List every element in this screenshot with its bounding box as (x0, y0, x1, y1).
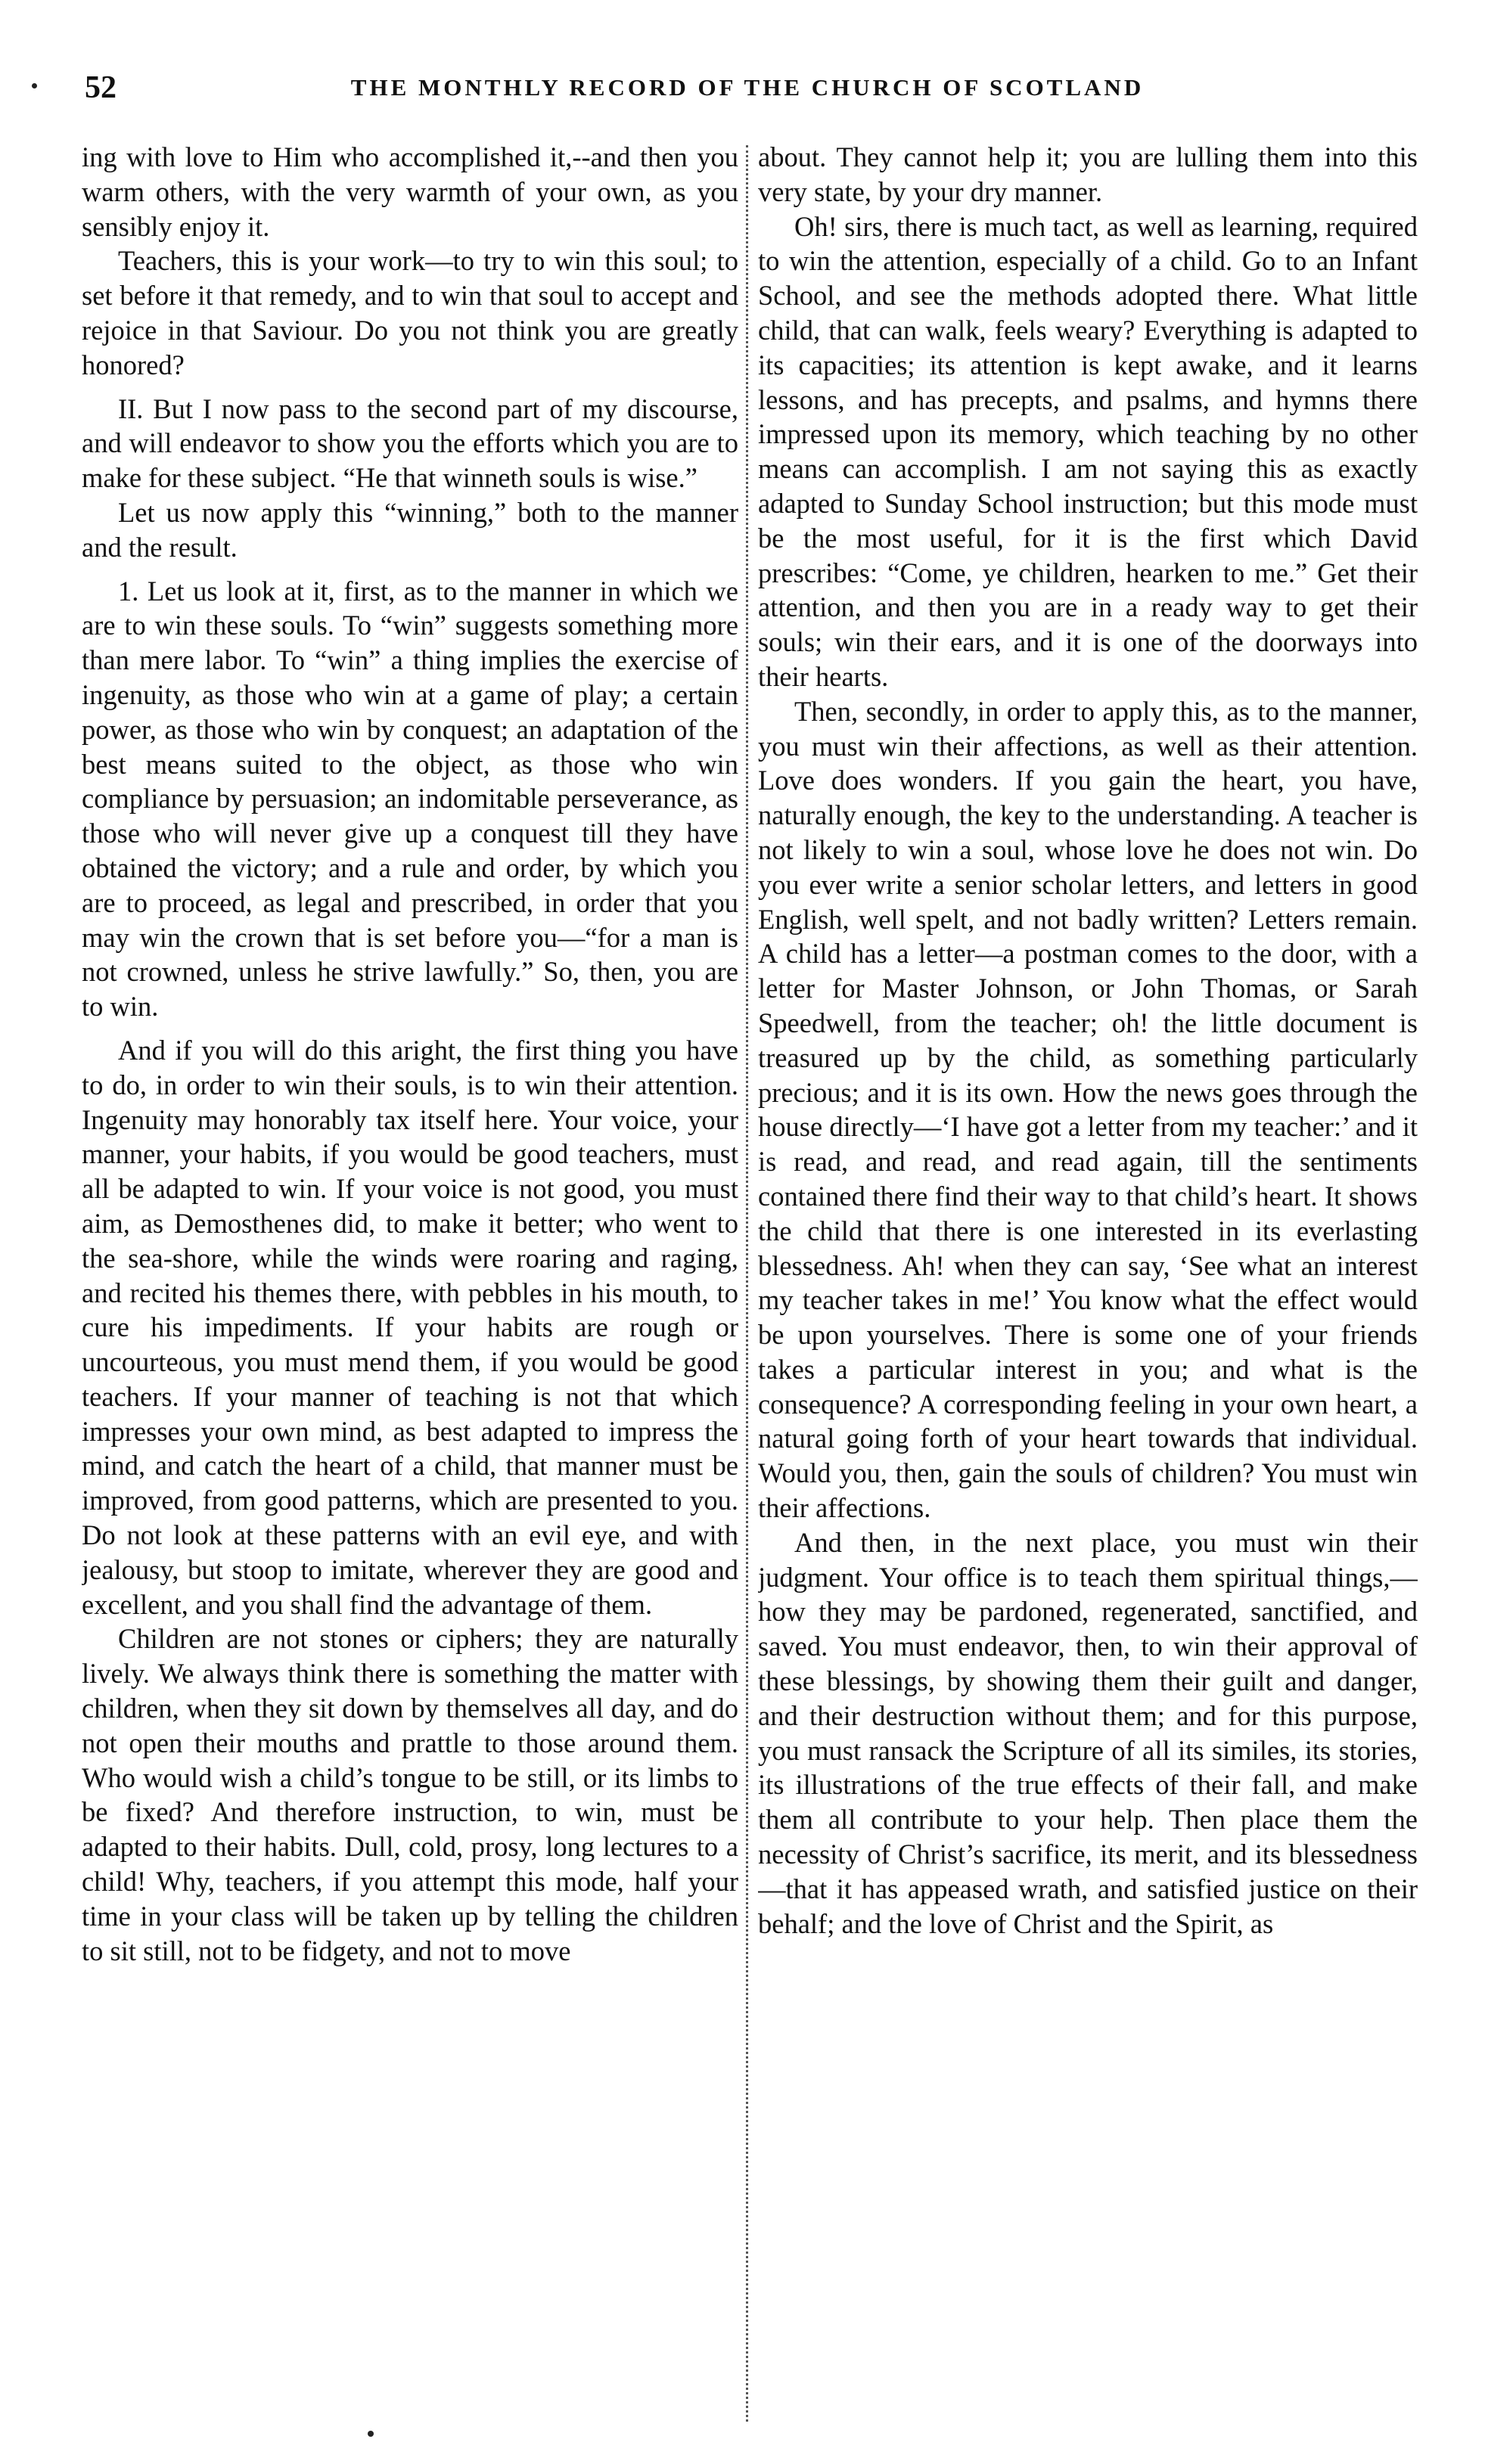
page-number: 52 (85, 70, 117, 105)
ink-speck (368, 2431, 374, 2437)
paragraph: And then, in the next place, you must win their judgment. Your office is to teach them spiritual things,—how they may be pardoned, regenerated, sanctified, and saved. You must endeavor, then, to win their approval of these blessings, by showing them their guilt and danger, and their destruction without them; and for this purpose, you must ransack the Scripture of all its similes, its stories, its illustrations of the true effects of their fall, and make them all contribute to your help. Then place them the necessity of Christ’s sacrifice, its merit, and its blessedness—that it has appeased wrath, and satisfied justice on their behalf; and the love of Christ and the Spirit, as (758, 1526, 1418, 1939)
column-divider (746, 145, 748, 2422)
paragraph: 1. Let us look at it, first, as to the manner in which we are to win these souls. To “win” suggests something more than mere labor. To “win” a thing implies the exercise of ingenuity, as those who win at a game of play; a certain power, as those who win by conquest; an adaptation of the best means suited to the object, as those who win compliance by persuasion; an indomitable perseverance, as those who will never give up a conquest till they have obtained the victory; and a rule and order, by which you are to proceed, as legal and prescribed, in order that you may win the crown that is set before you—“for a man is not crowned, unless he strive lawfully.” So, then, you are to win. (82, 575, 738, 1023)
left-column (82, 140, 738, 2424)
paragraph: And if you will do this aright, the first thing you have to do, in order to win their souls, is to win their attention. Ingenuity may honorably tax itself here. Your voice, your manner, your habits, if you would be good teachers, must all be adapted to win. If your voice is not good, you must aim, as Demosthenes did, to make it better; who went to the sea-shore, while the winds were roaring and raging, and recited his themes there, with pebbles in his mouth, to cure his impediments. If your habits are rough or uncourteous, you must mend them, if you would be good teachers. If your manner of teaching is not that which impresses your own mind, as best adapted to impress the mind, and catch the heart of a child, that manner must be improved, from good patterns, which are presented to you. Do not look at these patterns with an evil eye, and with jealousy, but stoop to imitate, wherever they are good and excellent, and you shall find the advantage of them. (82, 1034, 738, 1620)
paragraph: Oh! sirs, there is much tact, as well as learning, required to win the attention, especially of a child. Go to an Infant School, and see the methods adopted there. What little child, that can walk, feels weary? Everything is adapted to its capacities; its attention is kept awake, and it learns lessons, and has precepts, and psalms, and hymns there impressed upon its memory, which teaching by no other means can accomplish. I am not saying this as exactly adapted to Sunday School instruction; but this mode must be the most useful, for it is the first which David prescribes: “Come, ye children, hearken to me.” Get their attention, and then you are in a ready way to get their souls; win their ears, and it is one of the doorways into their hearts. (758, 210, 1418, 692)
page-header (82, 70, 1413, 107)
right-column (758, 140, 1418, 2424)
paragraph: ing with love to Him who accomplished it,--and then you warm others, with the very warmth of your own, as you sensibly enjoy it. (82, 141, 738, 242)
ink-speck (32, 83, 37, 88)
paragraph: Let us now apply this “winning,” both to the manner and the result. (82, 496, 738, 563)
paragraph: Then, secondly, in order to apply this, as to the manner, you must win their affections, as well as their attention. Love does wonders. If you gain the heart, you have, naturally enough, the key to the understanding. A teacher is not likely to win a soul, whose love he does not win. Do you ever write a senior scholar letters, and letters in good English, well spelt, and not badly written? Letters remain. A child has a letter—a postman comes to the door, with a letter for Master Johnson, or John Thomas, or Sarah Speedwell, from the teacher; oh! the little document is treasured up by the child, as something particularly precious; and it is its own. How the news goes through the house directly—‘I have got a letter from my teacher:’ and it is read, and read, and read again, till the sentiments contained there find their way to that child’s heart. It shows the child that there is one interested in its everlasting blessedness. Ah! when they can say, ‘See what an interest my teacher takes in me!’ You know what the effect would be upon yourselves. There is some one of your friends takes a particular interest in you; and what is the consequence? A corresponding feeling in your own heart, a natural going forth of your heart towards that individual. Would you, then, gain the souls of children? You must win their affections. (758, 695, 1418, 1524)
paragraph: Teachers, this is your work—to try to win this soul; to set before it that remedy, and to win that soul to accept and rejoice in that Saviour. Do you not think you are greatly honored? (82, 245, 738, 380)
paragraph: Children are not stones or ciphers; they are naturally lively. We always think there is something the matter with children, when they sit down by themselves all day, and do not open their mouths and prattle to those around them. Who would wish a child’s tongue to be still, or its limbs to be fixed? And therefore instruction, to win, must be adapted to their habits. Dull, cold, prosy, long lectures to a child! Why, teachers, if you attempt this mode, half your time in your class will be taken up by telling the children to sit still, not to be fidgety, and not to move (82, 1623, 738, 1966)
paragraph: II. But I now pass to the second part of my discourse, and will endeavor to show you the efforts which you are to make for these subject. “He that winneth souls is wise.” (82, 393, 738, 494)
paragraph: about. They cannot help it; you are lulling them into this very state, by your dry manner. (758, 141, 1418, 207)
running-title: THE MONTHLY RECORD OF THE CHURCH OF SCOTLAND (350, 74, 1145, 101)
